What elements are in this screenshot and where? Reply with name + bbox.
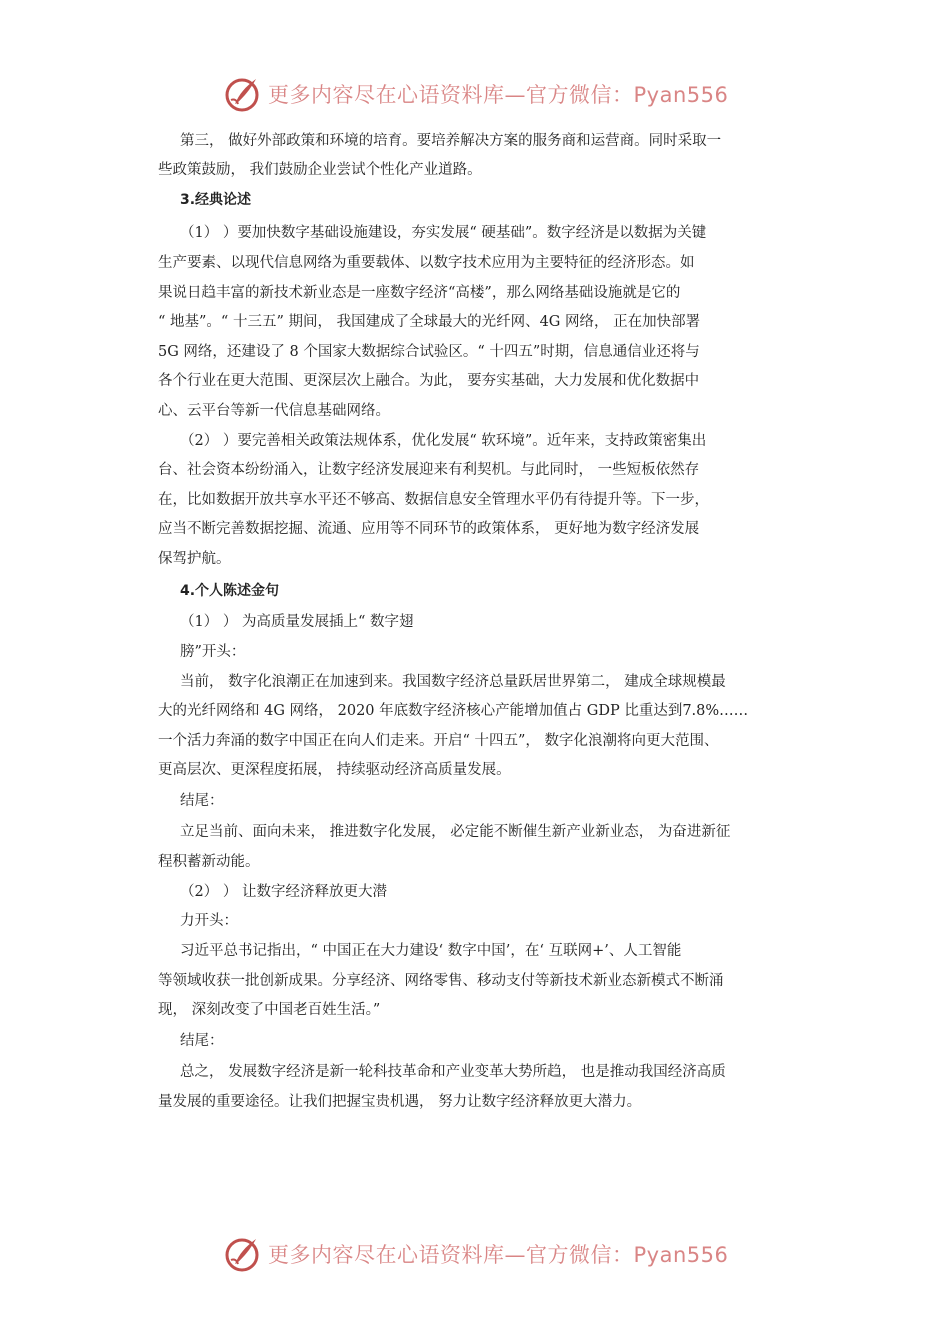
section-heading: 3.经典论述	[180, 192, 252, 208]
text-line: 量发展的重要途径。让我们把握宝贵机遇， 努力让数字经济释放更大潜力。	[158, 1094, 642, 1110]
text-line: “ 地基”。“ 十三五” 期间， 我国建成了全球最大的光纤网、4G 网络， 正在加快部署	[158, 314, 701, 330]
text-line: 大的光纤网络和 4G 网络， 2020 年底数字经济核心产能增加值占 GDP 比重达到7.8%……	[158, 703, 749, 719]
text-line: 更高层次、更深程度拓展， 持续驱动经济高质量发展。	[158, 762, 511, 778]
quill-seal-icon	[222, 1234, 262, 1274]
banner-text: 更多内容尽在心语资料库—官方微信：Pyan556	[268, 1243, 729, 1267]
text-line: （2） ）要完善相关政策法规体系，优化发展“ 软环境”。近年来，支持政策密集出	[180, 433, 707, 449]
text-line: （2） ） 让数字经济释放更大潜	[180, 884, 387, 900]
text-line: 应当不断完善数据挖掘、流通、应用等不同环节的政策体系， 更好地为数字经济发展	[158, 521, 700, 537]
text-line: 结尾：	[180, 793, 224, 809]
text-line: 保驾护航。	[158, 551, 231, 567]
text-line: 习近平总书记指出，“ 中国正在大力建设‘ 数字中国’，在‘ 互联网+’、人工智能	[180, 943, 682, 959]
text-line: 果说日趋丰富的新技术新业态是一座数字经济“高楼”，那么网络基础设施就是它的	[158, 285, 681, 301]
header-banner	[222, 72, 728, 116]
text-line: 总之， 发展数字经济是新一轮科技革命和产业变革大势所趋， 也是推动我国经济高质	[180, 1064, 726, 1080]
text-line: （1） ）要加快数字基础设施建设，夯实发展“ 硬基础”。数字经济是以数据为关键	[180, 225, 707, 241]
text-line: 现， 深刻改变了中国老百姓生活。”	[158, 1002, 381, 1018]
text-line: 膀”开头：	[180, 644, 246, 660]
text-line: 些政策鼓励， 我们鼓励企业尝试个性化产业道路。	[158, 162, 482, 178]
text-line: 心、云平台等新一代信息基础网络。	[158, 403, 390, 419]
text-line: 程积蓄新动能。	[158, 854, 260, 870]
text-line: 各个行业在更大范围、更深层次上融合。为此， 要夯实基础，大力发展和优化数据中	[158, 373, 700, 389]
text-line: 5G 网络，还建设了 8 个国家大数据综合试验区。“ 十四五”时期，信息通信业还将与	[158, 344, 700, 360]
footer-banner	[222, 1232, 728, 1276]
text-line: 结尾：	[180, 1033, 224, 1049]
section-heading: 4.个人陈述金句	[180, 583, 280, 599]
text-line: 立足当前、面向未来， 推进数字化发展， 必定能不断催生新产业新业态， 为奋进新征	[180, 824, 731, 840]
text-line: 等领域收获一批创新成果。分享经济、网络零售、移动支付等新技术新业态新模式不断涌	[158, 973, 724, 989]
text-line: 第三， 做好外部政策和环境的培育。要培养解决方案的服务商和运营商。同时采取一	[180, 133, 722, 149]
text-line: 一个活力奔涌的数字中国正在向人们走来。开启“ 十四五”， 数字化浪潮将向更大范围、	[158, 733, 719, 749]
text-line: 力开头：	[180, 913, 238, 929]
text-line: 当前， 数字化浪潮正在加速到来。我国数字经济总量跃居世界第二， 建成全球规模最	[180, 674, 726, 690]
banner-text: 更多内容尽在心语资料库—官方微信：Pyan556	[268, 83, 729, 107]
text-line: 在，比如数据开放共享水平还不够高、数据信息安全管理水平仍有待提升等。下一步，	[158, 492, 709, 508]
text-line: 生产要素、以现代信息网络为重要载体、以数字技术应用为主要特征的经济形态。如	[158, 255, 695, 271]
text-line: 台、社会资本纷纷涌入，让数字经济发展迎来有利契机。与此同时， 一些短板依然存	[158, 462, 700, 478]
quill-seal-icon	[222, 74, 262, 114]
text-line: （1） ） 为高质量发展插上“ 数字翅	[180, 614, 414, 630]
